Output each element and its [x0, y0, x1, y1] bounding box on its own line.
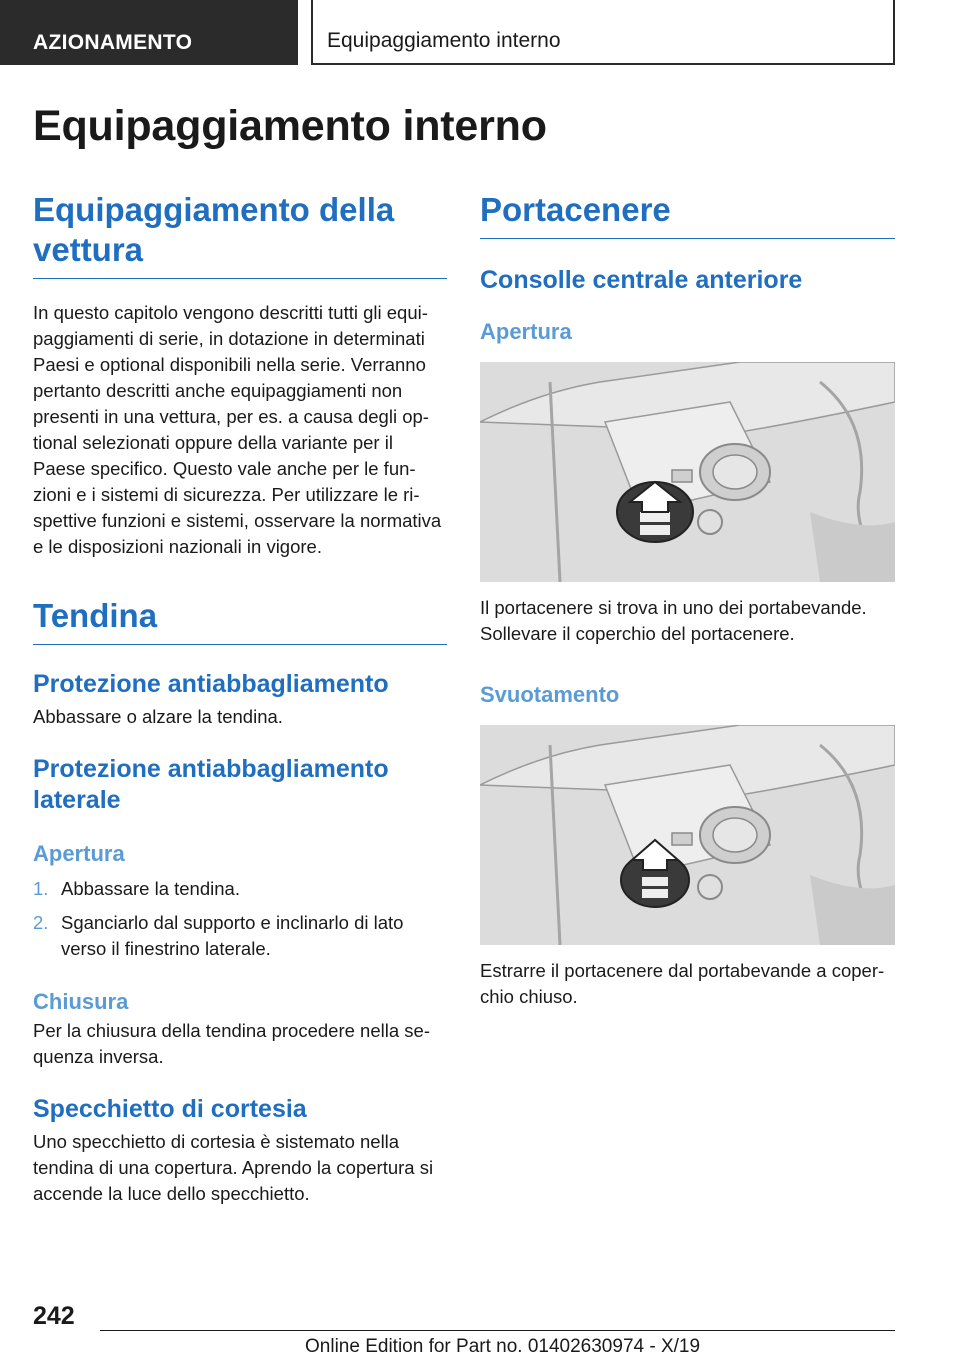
heading-specchietto: Specchietto di cortesia [33, 1095, 307, 1123]
ashtray-empty-image [480, 725, 895, 945]
page-number: 242 [33, 1302, 75, 1330]
paragraph-specchietto: Uno specchietto di cortesia è sistemato nella tendina di una copertura. Aprendo la copertura si accende la luce dello specchietto. [33, 1131, 434, 1204]
heading-chiusura: Chiusura [33, 989, 129, 1014]
step-text: Sganciarlo dal supporto e inclinarlo di lato verso il finestrino laterale. [61, 912, 404, 959]
heading-consolle: Consolle centrale anteriore [480, 266, 803, 294]
right-column [480, 190, 895, 1010]
steps-list [33, 876, 447, 962]
header-section-tab: AZIONAMENTO [0, 0, 298, 65]
heading-tendina: Tendina [33, 596, 447, 645]
heading-svuotamento: Svuotamento [480, 682, 620, 707]
heading-portacenere: Portacenere [480, 190, 895, 239]
heading-protezione-laterale: Protezione antiabbagliamento laterale [33, 755, 389, 814]
footer-divider [100, 1330, 895, 1331]
ashtray-open-illustration [480, 362, 895, 582]
paragraph-apertura-right: Il portacenere si trova in uno dei portabevande. Sollevare il coperchio del portacenere. [480, 597, 867, 644]
paragraph-protezione: Abbassare o alzare la tendina. [33, 706, 283, 727]
step-number: 2. [33, 912, 49, 933]
list-item [33, 910, 447, 962]
step-number: 1. [33, 878, 49, 899]
paragraph-chiusura: Per la chiusura della tendina procedere nella sequenza inversa. [33, 1020, 430, 1067]
ashtray-open-image [480, 362, 895, 582]
paragraph-vehicle-equipment: In questo capitolo vengono descritti tutti gli equipaggiamenti di serie, in dotazione in determinati Paesi e optional disponibili nella serie. Verranno pertanto descritti anche equipaggiamenti non presenti in una vettura, per es. a causa degli optional selezionati oppure della variante per il Paese specifico. Questo vale anche per le funzioni e i sistemi di sicurezza. Per utilizzare le rispettive funzioni e sistemi, osservare la normativa e le disposizioni nazionali in vigore. [33, 302, 442, 557]
heading-apertura-left: Apertura [33, 841, 125, 866]
paragraph-svuotamento: Estrarre il portacenere dal portabevande a coperchio chiuso. [480, 960, 885, 1007]
heading-protezione: Protezione antiabbagliamento [33, 670, 389, 698]
page-title: Equipaggiamento interno [33, 102, 547, 150]
header-chapter-tab: Equipaggiamento interno [311, 0, 895, 65]
footer-edition: Online Edition for Part no. 01402630974 - X/19 [305, 1336, 701, 1357]
left-column [33, 190, 447, 1207]
step-text: Abbassare la tendina. [61, 878, 240, 899]
heading-apertura-right: Apertura [480, 319, 572, 344]
heading-vehicle-equipment: Equipaggiamento della vettura [33, 190, 447, 279]
list-item [33, 876, 447, 902]
ashtray-empty-illustration [480, 725, 895, 945]
